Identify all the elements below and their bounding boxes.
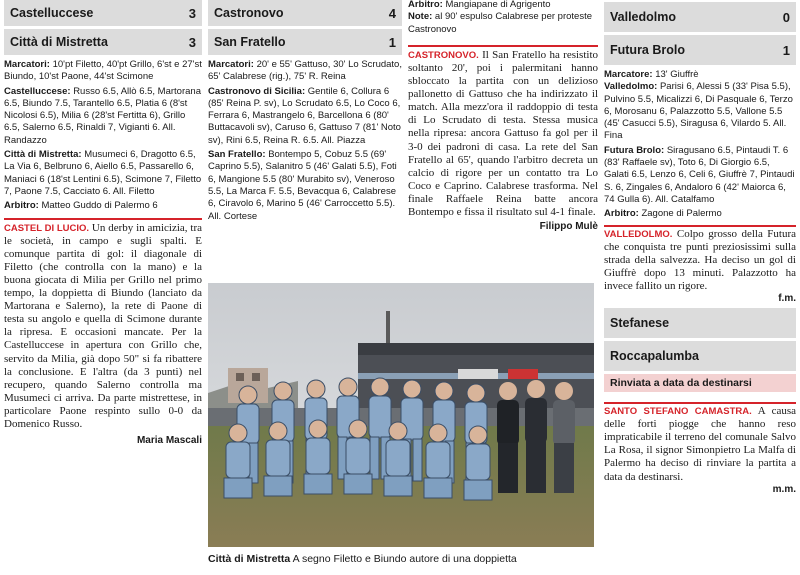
report-place: SANTO STEFANO CAMASTRA.: [604, 406, 752, 418]
away-team-name: San Fratello: [214, 35, 286, 49]
away-lineup-label: San Fratello:: [208, 149, 266, 161]
match-column-castronovo: [208, 0, 402, 225]
away-lineup-label: Città di Mistretta:: [4, 149, 82, 161]
match-officials: [408, 0, 598, 36]
match-column-castelluccese: [4, 0, 202, 446]
away-lineup: Siragusano 6.5, Pintaudi T. 6 (83' Raffaele sv), Toto 6, Di Giorgio 6.5, Galati 6.5, Lenzo 6, Celi 6, Giuffrè 7, Pintaudi S. 6, Zingales 6, Andaloro 6 (42' Maiorca 6, 74 Gulla 6). All. Catalfamo: [604, 144, 795, 205]
postponed-away-row: [604, 341, 796, 371]
match-report: [604, 228, 796, 293]
report-place: CASTEL DI LUCIO.: [4, 222, 90, 234]
home-lineup: Parisi 6, Alessi 5 (33' Pisa 5.5), Pulvino 5.5, Micalizzi 6, Di Pasquale 6, Terzo 6, Morosanu 6, Palazzotto 5.5, Vallone 5.5 (45' Casucci 5.5), Siragusa 6, Vilardo 5. All. Fina: [604, 81, 793, 142]
referee-label: Arbitro:: [604, 208, 639, 220]
byline: m.m.: [772, 483, 796, 495]
away-team-score: 1: [782, 42, 790, 58]
postponement-report: [604, 405, 796, 484]
team-photo-illustration: [208, 283, 594, 547]
note-label: Note:: [408, 11, 433, 23]
home-team-name: Castronovo: [214, 6, 284, 20]
score-row-away: [208, 29, 402, 55]
score-row-home: [4, 0, 202, 26]
referee-name: Matteo Guddo di Palermo 6: [41, 200, 158, 212]
away-lineup-label: Futura Brolo:: [604, 144, 665, 156]
home-lineup-label: Castelluccese:: [4, 85, 71, 97]
home-lineup: Gentile 6, Collura 6 (85' Reina P. sv), Lo Scrudato 6.5, Lo Coco 6, Ferrara 6, Mastrangelo 6, Barcellona 6 (80' Buttacavoli sv), Caruso 6, Gattuso 7 (81' Noto sv), Rini 6.5, Reina R. 6.5. All. Piazza: [208, 85, 401, 146]
referee-label: Arbitro:: [4, 200, 39, 212]
away-lineup: Bontempo 5, Cobuz 5.5 (69' Caprino 5.5), Salanitro 5 (46' Galati 5.5), Foti 6, Mangione 5.5 (80' Murabito sv), Veneroso 5.5, La Marca F. 5.5, Bevacqua 6, Calabrese 6, Ciravolo 6, Marino 5 (46' Carroccetto 5.5). All. Cortese: [208, 149, 397, 222]
home-lineup-label: Castronovo di Sicilia:: [208, 85, 306, 97]
match-report: [4, 222, 202, 432]
report-text: Colpo grosso della Futura che conquista tre punti preziosissimi sulla strada della salvezza. Ha deciso un gol di Giuffrè dopo 13 minuti. Palazzotto ha invece fallito un rigore.: [604, 227, 797, 292]
away-team-score: 3: [188, 34, 196, 50]
home-team-name: Castelluccese: [10, 6, 94, 20]
match-details: [4, 59, 202, 213]
photo-caption: [208, 553, 598, 565]
postponed-home-team: Stefanese: [610, 316, 670, 331]
caption-team: Città di Mistretta: [208, 553, 291, 565]
red-divider: [604, 402, 796, 404]
scorers-text: 20' e 55' Gattuso, 30' Lo Scrudato, 65' Calabrese (rig.), 75' R. Reina: [208, 59, 402, 83]
home-lineup-label: Valledolmo:: [604, 81, 658, 93]
scorer-text: 13' Giuffrè: [655, 69, 699, 80]
home-team-score: 4: [388, 5, 396, 21]
report-text: Un derby in amicizia, tra le società, in campo e sugli spalti. E comunque partita di gol: il diagonale di Filetto (che controlla con la mano) e la buona giocata di Milia per Grillo nel primo tempo, la doppietta di Biundo (lanciato da Martorana e Salerno), la rete di Paone di testa su angolo e quella di Scimone durante la ripresa. E occasioni mancate. Per la Castelluccese in apertura con Grillo che, servito da Milia, già dopo 50" si fa ribattere la conclusione. E l'altra (da 3 punti) nel recupero, quando Salerno controlla ma Musumeci ci arriva. Da parte mistrettese, in particolare Paone respinto sullo 0-0 da Domenico Russo.: [4, 221, 203, 430]
away-team-score: 1: [388, 34, 396, 50]
home-team-name: Valledolmo: [610, 10, 676, 24]
away-lineup: Musumeci 6, Dragotto 6.5, La Via 6, Belbruno 6, Aiello 6.5, Passarello 6, Maniaci 6 (18'st Lentini 6.5), Scimone 7, Filetto 7, Paone 7.5, Cacciato 6. All. Filetto: [4, 149, 202, 197]
postponed-away-team: Roccapalumba: [610, 349, 699, 364]
home-team-score: 3: [188, 5, 196, 21]
scorers-label: Marcatori:: [208, 59, 254, 70]
postponed-banner: Rinviata a data da destinarsi: [604, 374, 796, 392]
red-divider: [408, 45, 598, 47]
away-team-name: Futura Brolo: [610, 43, 685, 57]
match-details: [604, 69, 796, 221]
score-row-home: [208, 0, 402, 26]
byline: Maria Mascali: [136, 435, 202, 447]
report-text: Il San Fratello ha resistito soltanto 20', poi i palermitani hanno sbloccato la partita con un delizioso pallonetto di Gattuso che ha indirizzato il match. Alla mezz'ora il raddoppio di testa di Lo Scrudato di testa. Stessa musica nella ripresa: ancora Gattuso fa gol per il 3-0 dei padroni di casa. La rete del San Fratello al 65', quando l'arbitro decreta un calcio di rigore per un contatto tra Lo Coco e Caprino. Calabrese trasforma. Nel finale Raffaele Reina batte ancora Bontempo e fissa il risultato sul 4-1 finale.: [408, 48, 598, 219]
home-lineup: Russo 6.5, Allò 6.5, Martorana 6.5, Biundo 7.5, Tarantello 6.5, Platia 6 (8'st Nicolosi 6.5), Milia 6 (28'st Fertitta 6), Grillo 6.5, Salerno 6.5, Rinaldi 7, Vigianti 6. All. Randazzo: [4, 85, 201, 146]
match-details: [208, 59, 402, 223]
note-text: al 90' espulso Calabrese per proteste Castronovo: [408, 11, 592, 35]
scorers-label: Marcatori:: [4, 59, 50, 70]
referee-label: Arbitro:: [408, 0, 443, 10]
byline: f.m.: [778, 293, 796, 305]
referee-name: Zagone di Palermo: [641, 208, 722, 220]
byline: Filippo Mulè: [539, 221, 598, 233]
score-row-away: [604, 35, 796, 65]
match-column-castronovo-report: [408, 0, 598, 232]
home-team-score: 0: [782, 9, 790, 25]
report-place: VALLEDOLMO.: [604, 228, 673, 240]
match-column-valledolmo: [604, 0, 796, 495]
postponed-home-row: [604, 308, 796, 338]
match-report: [408, 49, 598, 219]
score-row-away: [4, 29, 202, 55]
caption-text: A segno Filetto e Biundo autore di una doppietta: [292, 553, 517, 565]
report-text: A causa delle forti piogge che hanno reso impraticabile il terreno del comunale Salvo La Rosa, il signor Simonpietro La Malfa di Palermo ha deciso di rinviare la partita a data da destinarsi.: [604, 405, 796, 483]
red-divider: [604, 225, 796, 227]
scorer-label: Marcatore:: [604, 69, 653, 80]
score-row-home: [604, 2, 796, 32]
red-divider: [4, 218, 202, 220]
scorers-text: 10'pt Filetto, 40'pt Grillo, 6'st e 27'st Biundo, 10'st Paone, 44'st Scimone: [4, 59, 202, 83]
away-team-name: Città di Mistretta: [10, 35, 108, 49]
referee-name: Mangiapane di Agrigento: [445, 0, 551, 10]
report-place: CASTRONOVO.: [408, 49, 479, 61]
team-photo: [208, 283, 594, 547]
